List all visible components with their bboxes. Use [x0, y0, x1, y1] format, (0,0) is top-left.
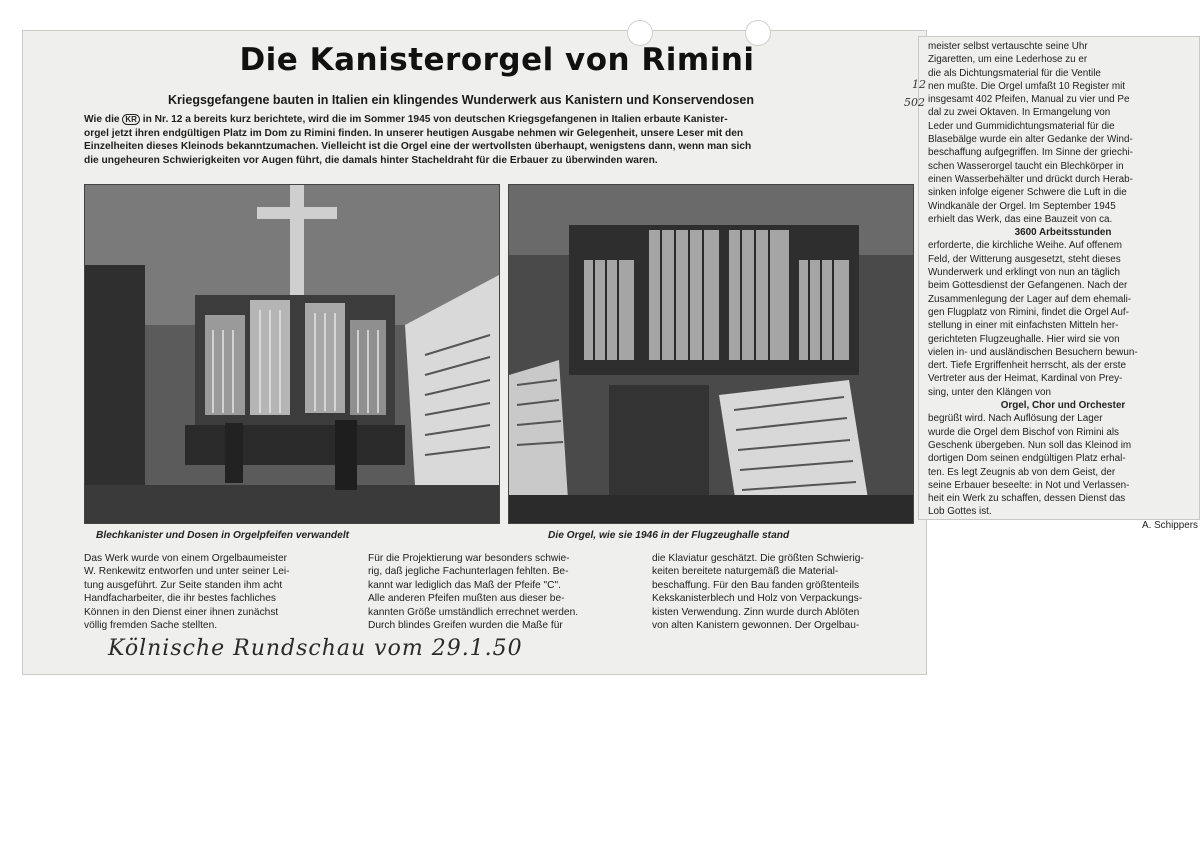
text-line: Für die Projektierung war besonders schwie- [368, 553, 570, 564]
intro-line [84, 113, 910, 127]
text-line: rig, daß jegliche Fachunterlagen fehlten. Be- [368, 566, 569, 578]
text-line: kannt war lediglich das Maß der Pfeife "C". [368, 579, 561, 591]
photo-caption-left: Blechkanister und Dosen in Orgelpfeifen verwandelt [96, 530, 350, 541]
text-line: kannten Größe umständlich errechnet werden. [368, 606, 579, 618]
text-line: beschaffung aufgegriffen. Im Sinne der griechi- [928, 147, 1133, 159]
intro-line-rest: in Nr. 12 a bereits kurz berichtete, wird die im Sommer 1945 von deutschen Kriegsgefangenen in Italien erbaute Kanister- [139, 114, 728, 125]
photo-caption-right: Die Orgel, wie sie 1946 in der Flugzeughalle stand [548, 530, 790, 541]
intro-line-prefix: Wie die [84, 114, 123, 125]
text-line: Das Werk wurde von einem Orgelbaumeister [84, 553, 288, 564]
article-column-2 [368, 552, 644, 632]
text-line: begrüßt wird. Nach Auflösung der Lager [928, 413, 1103, 425]
article-intro [84, 113, 910, 167]
text-line: Leder und Gummidichtungsmaterial für die [928, 120, 1115, 132]
article-column-continuation [928, 40, 1198, 532]
intro-line: orgel jetzt ihren endgültigen Platz im Dom zu Rimini finden. In unserer heutigen Ausgabe nehmen wir Gelegenheit, unsere Leser mit den [84, 127, 744, 139]
article-column-1 [84, 552, 358, 632]
text-line: gerichteten Flugzeughalle. Hier wird sie von [928, 333, 1120, 345]
text-line: insgesamt 402 Pfeifen, Manual zu vier und Pe [928, 94, 1130, 106]
text-line: W. Renkewitz entworfen und unter seiner Lei- [84, 566, 290, 578]
column-subheading: Orgel, Chor und Orchester [1000, 400, 1126, 412]
text-line: vielen in- und ausländischen Besuchern bewun- [928, 346, 1138, 358]
text-line: von alten Kanistern gewonnen. Der Orgelbau- [652, 620, 860, 632]
text-line: einen Wasserbehälter und drückt durch Herab- [928, 173, 1133, 185]
article-column-3 [652, 552, 918, 632]
margin-note: 12 [912, 78, 926, 91]
text-line: Durch blindes Greifen wurden die Maße für [368, 620, 563, 632]
text-line: Geschenk übergeben. Nun soll das Kleinod im [928, 439, 1132, 451]
text-line: meister selbst vertauschte seine Uhr [928, 41, 1088, 52]
text-line: dortigen Dom seinen endgültigen Platz erhal- [928, 453, 1126, 465]
text-line: die als Dichtungsmaterial für die Ventile [928, 67, 1101, 79]
text-line: völlig fremden Sache stellten. [84, 620, 218, 632]
text-line: kisten Verwendung. Zinn wurde durch Ablöten [652, 606, 860, 618]
handwritten-source-note: Kölnische Rundschau vom 29.1.50 [108, 636, 523, 661]
text-line: schen Wasserorgel taucht ein Blechkörper in [928, 160, 1124, 172]
column-subheading: 3600 Arbeitsstunden [1014, 227, 1112, 239]
organ-hangar-image [509, 185, 913, 523]
article-headline: Die Kanisterorgel von Rimini [239, 42, 755, 78]
margin-note: 502 [904, 96, 925, 109]
text-line: beschaffung. Für den Bau fanden größtenteils [652, 579, 860, 591]
text-line: nen mußte. Die Orgel umfaßt 10 Register mit [928, 80, 1126, 92]
text-line: Windkanäle der Orgel. Im September 1945 [928, 200, 1116, 212]
text-line: Handfacharbeiter, die ihr bestes fachliches [84, 593, 276, 605]
article-subheadline: Kriegsgefangene bauten in Italien ein klingendes Wunderwerk aus Kanistern und Konservendosen [168, 93, 755, 107]
text-line: keiten bereitete naturgemäß die Material- [652, 566, 839, 578]
photo-organ-hangar [508, 184, 914, 524]
text-line: dal zu zwei Oktaven. In Ermangelung von [928, 107, 1111, 119]
text-line: tung ausgeführt. Zur Seite standen ihm acht [84, 579, 283, 591]
text-line: seine Erbauer beseelte: in Not und Verlassen- [928, 479, 1130, 491]
text-line: beim Gottesdienst der Gefangenen. Nach der [928, 280, 1128, 292]
photo-organ-outdoors [84, 184, 500, 524]
text-line: wurde die Orgel dem Bischof von Rimini als [928, 426, 1119, 438]
text-line: Vertreter aus der Heimat, Kardinal von Prey- [928, 373, 1123, 385]
text-line: sinken infolge eigener Schwere die Luft in die [928, 187, 1127, 199]
text-line: Alle anderen Pfeifen mußten aus dieser be- [368, 593, 565, 605]
text-line: heit ein Werk zu schaffen, dessen Dienst das [928, 493, 1126, 505]
text-line: Blasebälge wurde ein alter Gedanke der Wind- [928, 134, 1133, 146]
article-author: A. Schippers [1142, 519, 1198, 531]
text-line: Lob Gottes ist. [928, 506, 992, 518]
organ-outdoors-image [85, 185, 499, 523]
text-line: sing, unter den Klängen von [928, 386, 1051, 398]
text-line: Wunderwerk und erklingt von nun an täglich [928, 267, 1120, 279]
text-line: ten. Es legt Zeugnis ab von dem Geist, der [928, 466, 1116, 478]
text-line: Zigaretten, um eine Lederhose zu er [928, 54, 1088, 66]
intro-line: die ungeheuren Schwierigkeiten vor Augen führt, die damals hinter Stacheldraht für die Erbauer zu überwinden waren. [84, 154, 658, 166]
newspaper-logo-badge: KR [122, 114, 140, 125]
text-line: Feld, der Witterung ausgesetzt, steht dieses [928, 253, 1121, 265]
text-line: erhielt das Werk, das eine Bauzeit von ca. [928, 213, 1113, 225]
text-line: Können in den Dienst einer ihnen zunächst [84, 606, 279, 618]
text-line: gen Flugplatz von Rimini, findet die Orgel Auf- [928, 306, 1129, 318]
text-line: Kekskanisterblech und Holz von Verpackungs- [652, 593, 863, 605]
text-line: die Klaviatur geschätzt. Die größten Schwierig- [652, 553, 864, 564]
intro-line: Einzelheiten dieses Kleinods bekanntzumachen. Vielleicht ist die Orgel eine der wertvollsten überhaupt, wenigstens dann, wenn man sich [84, 141, 752, 152]
text-line: dert. Tiefe Ergriffenheit herrscht, als der erste [928, 360, 1126, 372]
text-line: stellung in einer mit einfachsten Mitteln her- [928, 320, 1119, 332]
text-line: erforderte, die kirchliche Weihe. Auf offenem [928, 240, 1122, 252]
text-line: Zusammenlegung der Lager auf dem ehemali- [928, 293, 1132, 305]
